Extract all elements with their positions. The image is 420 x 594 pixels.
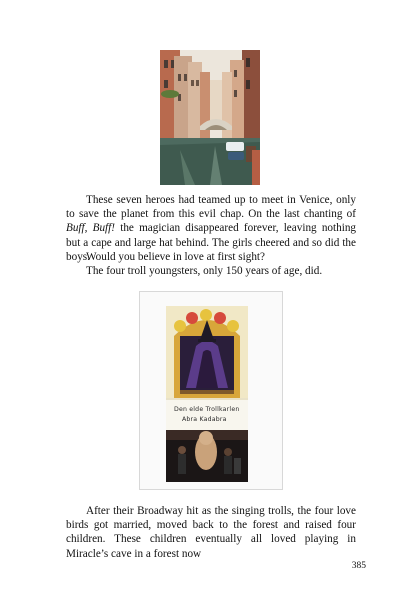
paragraph-3 xyxy=(66,264,356,278)
paragraph-1-emphasis: Buff, Buff! xyxy=(66,222,116,235)
paragraph-1-text-a: These seven heroes had teamed up to meet in Venice, only to save the planet from this evil chap. On the last chanting of xyxy=(66,194,356,221)
page-number: 385 xyxy=(351,561,366,571)
paragraph-2 xyxy=(66,250,356,264)
troll-caption-line-1: Den elde Trollkarlen xyxy=(174,406,240,413)
troll-stage-photo xyxy=(139,291,283,490)
paragraph-1-text-b: the magician disappeared forever, leaving nothing but a cape and large hat behind. The girls cheered and so did the boys. xyxy=(66,222,357,263)
troll-caption-line-2: Abra Kadabra xyxy=(182,416,227,423)
paragraph-2-text: Would you believe in love at first sight? xyxy=(86,251,265,263)
paragraph-4 xyxy=(66,504,356,561)
paragraph-4-text: After their Broadway hit as the singing trolls, the four love birds got married, moved back to the forest and raised four children. These children eventually all loved playing in Miracle’s cave in a forest now xyxy=(66,505,356,560)
troll-photo-card xyxy=(166,306,248,482)
paragraph-3-text: The four troll youngsters, only 150 years of age, did. xyxy=(86,265,323,277)
venice-canal-photo xyxy=(160,50,260,185)
